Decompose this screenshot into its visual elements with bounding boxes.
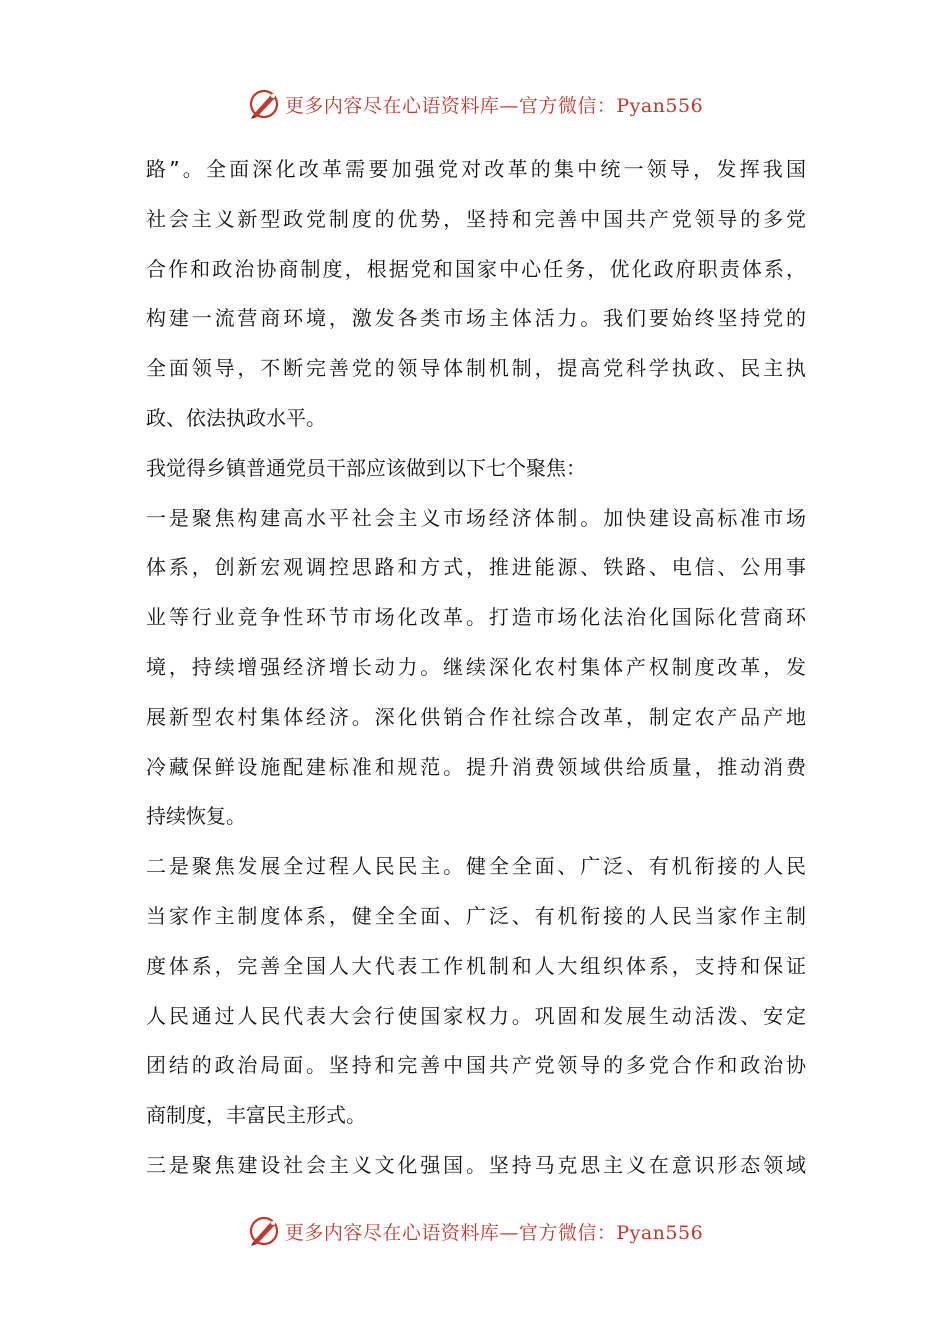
text-line: 冷藏保鲜设施配建标准和规范。提升消费领域供给质量，推动消费 xyxy=(146,754,806,779)
text-line: 我觉得乡镇普通党员干部应该做到以下七个聚焦： xyxy=(146,455,586,480)
text-line: 合作和政治协商制度，根据党和国家中心任务，优化政府职责体系， xyxy=(146,256,806,281)
text-line: 展新型农村集体经济。深化供销合作社综合改革，制定农产品产地 xyxy=(146,704,806,729)
text-line: 路”。全面深化改革需要加强党对改革的集中统一领导，发挥我国 xyxy=(146,157,806,181)
text-line: 三是聚焦建设社会主义文化强国。坚持马克思主义在意识形态领域 xyxy=(146,1152,806,1177)
text-line: 体系，创新宏观调控思路和方式，推进能源、铁路、电信、公用事 xyxy=(146,555,806,580)
header-banner-text: 更多内容尽在心语资料库—官方微信：Pyan556 xyxy=(284,94,704,117)
text-line: 政、依法执政水平。 xyxy=(146,405,326,430)
text-line: 持续恢复。 xyxy=(146,804,246,829)
text-line: 社会主义新型政党制度的优势，坚持和完善中国共产党领导的多党 xyxy=(146,206,806,231)
footer-banner xyxy=(0,1211,950,1251)
text-line: 度体系，完善全国人大代表工作机制和人大组织体系，支持和保证 xyxy=(146,953,806,978)
document-body xyxy=(146,145,806,1191)
pen-circle-logo-icon xyxy=(247,87,281,121)
footer-banner-text: 更多内容尽在心语资料库—官方微信：Pyan556 xyxy=(284,1221,704,1244)
text-line: 构建一流营商环境，激发各类市场主体活力。我们要始终坚持党的 xyxy=(146,306,806,331)
header-banner xyxy=(0,84,950,124)
text-line: 业等行业竞争性环节市场化改革。打造市场化法治化国际化营商环 xyxy=(146,605,806,630)
text-line: 全面领导，不断完善党的领导体制机制，提高党科学执政、民主执 xyxy=(146,356,806,381)
text-line: 境，持续增强经济增长动力。继续深化农村集体产权制度改革，发 xyxy=(146,654,806,679)
pen-circle-logo-icon xyxy=(247,1214,281,1248)
text-line: 人民通过人民代表大会行使国家权力。巩固和发展生动活泼、安定 xyxy=(146,1003,806,1028)
text-line: 当家作主制度体系，健全全面、广泛、有机衔接的人民当家作主制 xyxy=(146,903,806,928)
text-line: 一是聚焦构建高水平社会主义市场经济体制。加快建设高标准市场 xyxy=(146,505,806,530)
text-line: 团结的政治局面。坚持和完善中国共产党领导的多党合作和政治协 xyxy=(146,1053,806,1078)
text-line: 商制度，丰富民主形式。 xyxy=(146,1103,366,1128)
text-line: 二是聚焦发展全过程人民民主。健全全面、广泛、有机衔接的人民 xyxy=(146,854,806,879)
